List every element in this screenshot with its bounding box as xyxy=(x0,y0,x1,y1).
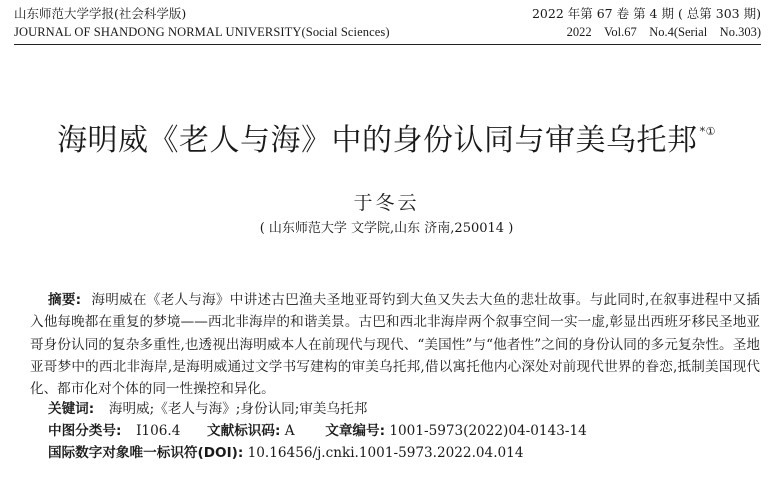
issue-info-en: 2022 Vol.67 No.4(Serial No.303) xyxy=(566,25,761,39)
article-no-label: 文章编号: xyxy=(325,423,386,439)
article-title-text: 海明威《老人与海》中的身份认同与审美乌托邦 xyxy=(57,123,698,158)
author-name: 于冬云 xyxy=(353,192,420,214)
clc-value: I106.4 xyxy=(136,423,181,439)
doi-line xyxy=(48,443,760,463)
doc-code-label: 文献标识码: xyxy=(207,423,281,439)
abstract xyxy=(30,289,760,400)
journal-name-en: JOURNAL OF SHANDONG NORMAL UNIVERSITY(Social Sciences) xyxy=(14,25,390,39)
article-no-value: 1001-5973(2022)04-0143-14 xyxy=(389,423,587,439)
doc-code-value: A xyxy=(284,423,295,439)
clc-label: 中图分类号: xyxy=(48,423,122,439)
abstract-label: 摘要: xyxy=(48,292,82,308)
keywords xyxy=(48,399,760,419)
abstract-text: 海明威在《老人与海》中讲述古巴渔夫圣地亚哥钓到大鱼又失去大鱼的悲壮故事。与此同时,在叙事进程中又插入他每晚都在重复的梦境——西北非海岸的和谐美景。古巴和西北非海岸两个叙事空间一实一虚,彰显出西班牙移民圣地亚哥身份认同的复杂多重性,也透视出海明威本人在前现代与现代、“美国性”与“他者性”之间的身份认同的多元复杂性。圣地亚哥梦中的西北非海岸,是海明威通过文学书写建构的审美乌托邦,借以寓托他内心深处对前现代世界的眷恋,抵制美国现代化、都市化对个体的同一性操控和异化。 xyxy=(30,292,760,398)
author-affiliation: ( 山东师范大学 文学院,山东 济南,250014 ) xyxy=(259,221,514,236)
doi-label: 国际数字对象唯一标识符(DOI): xyxy=(48,445,244,461)
keywords-text: 海明威;《老人与海》;身份认同;审美乌托邦 xyxy=(108,401,368,417)
journal-name-cn: 山东师范大学学报(社会科学版) xyxy=(14,6,187,21)
title-footnote-mark: *① xyxy=(699,125,716,138)
doi-value: 10.16456/j.cnki.1001-5973.2022.04.014 xyxy=(247,445,524,461)
keywords-label: 关键词: xyxy=(48,401,95,417)
issue-info-cn: 2022 年第 67 卷 第 4 期 ( 总第 303 期) xyxy=(531,6,761,21)
header-rule xyxy=(14,44,761,45)
article-title xyxy=(0,114,773,159)
classification-line xyxy=(48,421,760,441)
